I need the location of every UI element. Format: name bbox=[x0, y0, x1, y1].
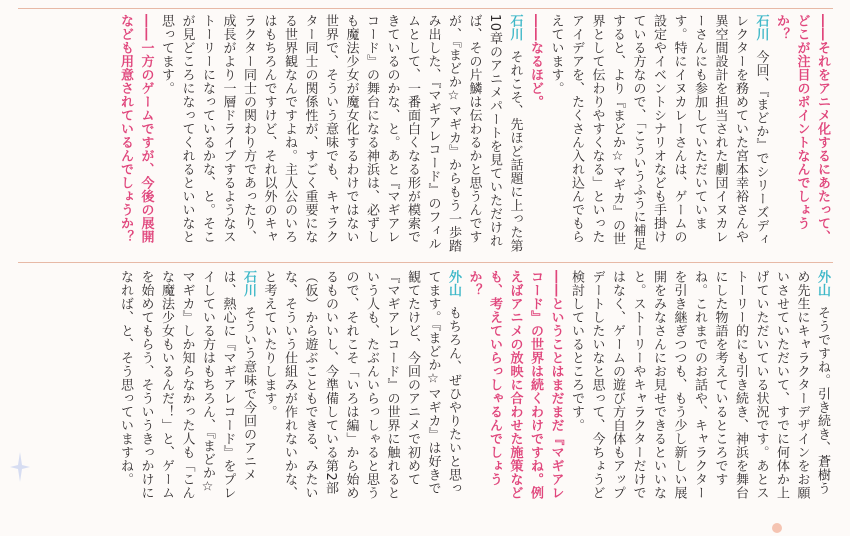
interviewee-answer bbox=[156, 14, 525, 254]
speaker-name: 石川 bbox=[753, 14, 769, 41]
speaker-name: 石川 bbox=[507, 14, 523, 41]
upper-interview-block bbox=[17, 14, 832, 254]
speaker-name: 外山 bbox=[446, 270, 461, 297]
interviewee-answer bbox=[566, 270, 833, 506]
interviewer-question bbox=[463, 270, 566, 506]
top-divider bbox=[18, 8, 833, 9]
interviewer-question bbox=[115, 14, 156, 254]
interviewer-question bbox=[771, 14, 833, 254]
answer-text: 今回、『まどか』でシリーズディレクターを務めていた宮本幸裕さんや異空間設計を担当された劇団イヌカレーさんにも参加していただいています。特にイヌカレーさんは、ゲームの設定やイベントシナリオなども手掛けている方なので、「こういうふうに補足すると、より『まどか☆マギカ』の世界として伝わりやすくなる」といったアイデアを、たくさん入れ込んでもらえています。 bbox=[548, 14, 769, 251]
answer-text: そうですね。引き続き、蒼樹うめ先生にキャラクターデザインをお願いさせていただいて、すでに何体か上げていただいている状況です。あとストーリー的にも引き続き、神浜を舞台にした物語を考えているところですね。これまでのお話や、キャラクターを引き継ぎつつも、もう少し新しい展開をみなさんにお見せできるといいなと。ストーリーやキャラクターだけではなく、ゲームの遊び方自体もアップデートしたいなと思って、今ちょうど検討しているところです。 bbox=[569, 270, 830, 500]
interviewee-answer bbox=[258, 270, 463, 506]
sparkle-icon bbox=[10, 452, 30, 482]
speaker-name: 石川 bbox=[241, 270, 256, 297]
interviewer-question bbox=[525, 14, 546, 254]
question-text: ――なるほど。 bbox=[528, 14, 543, 109]
interviewee-answer bbox=[115, 270, 259, 506]
answer-text: それこそ、先ほど話題に上った第10章のアニメパートを見ていただければ、その片鱗は伝わるかと思うんですが、『まどか☆マギカ』からもう一歩踏み出した、『マギアレコード』のフィルムとして、一番面白くなる形が模索できているのかな、と。あと『マギアレコード』の舞台になる神浜は、必ずしも魔法少女が魔女化するわけではない世界で、そういう意味でも、キャラクター同士の関係性が、すごく重要になる世界観なんですよね。主人公のいろはもちろんですけど、それ以外のキャラクター同士の関わり方であったり、成長がより一層ドライブするようなストーリーになっているかな、と。そこが見どころになってくれるといいなと思ってます。 bbox=[159, 14, 523, 253]
decorative-dot bbox=[772, 523, 782, 533]
question-text: ――ということはまだまだ『マギアレコード』の世界は続くわけですね。例えばアニメの放映に合わせた施策なども、考えていらっしゃるんでしょうか？ bbox=[466, 270, 564, 500]
interviewee-answer bbox=[545, 14, 771, 254]
answer-text: もちろん、ぜひやりたいと思ってます。『まどか☆マギカ』は好きで観てたけど、今回のアニメで初めて『マギアレコード』の世界に触れるという人も、たぶんいらっしゃると思うので、それこそ「いろは編」から始めるものいいし、今準備している第2部（仮）から遊ぶこともできる、みたいな、そういう仕組みが作れないかな、と考えていたりします。 bbox=[261, 270, 461, 500]
lower-interview-block bbox=[17, 270, 832, 506]
question-text: ――それをアニメ化するにあたって、どこが注目のポイントなんでしょうか？ bbox=[774, 14, 830, 244]
speaker-name: 外山 bbox=[815, 270, 830, 297]
answer-text: そういう意味で今回のアニメは、熱心に『マギアレコード』をプレイしている方はもちろん、『まどか☆マギカ』しか知らなかった人も「こんな魔法少女もいるんだ！」と、ゲームを始めてもらう、そういうきっかけになれば、と、そう思っていますね。 bbox=[118, 270, 256, 500]
section-divider bbox=[18, 262, 833, 263]
question-text: ――一方のゲームですが、今後の展開なども用意されているんでしょうか？ bbox=[118, 14, 154, 244]
